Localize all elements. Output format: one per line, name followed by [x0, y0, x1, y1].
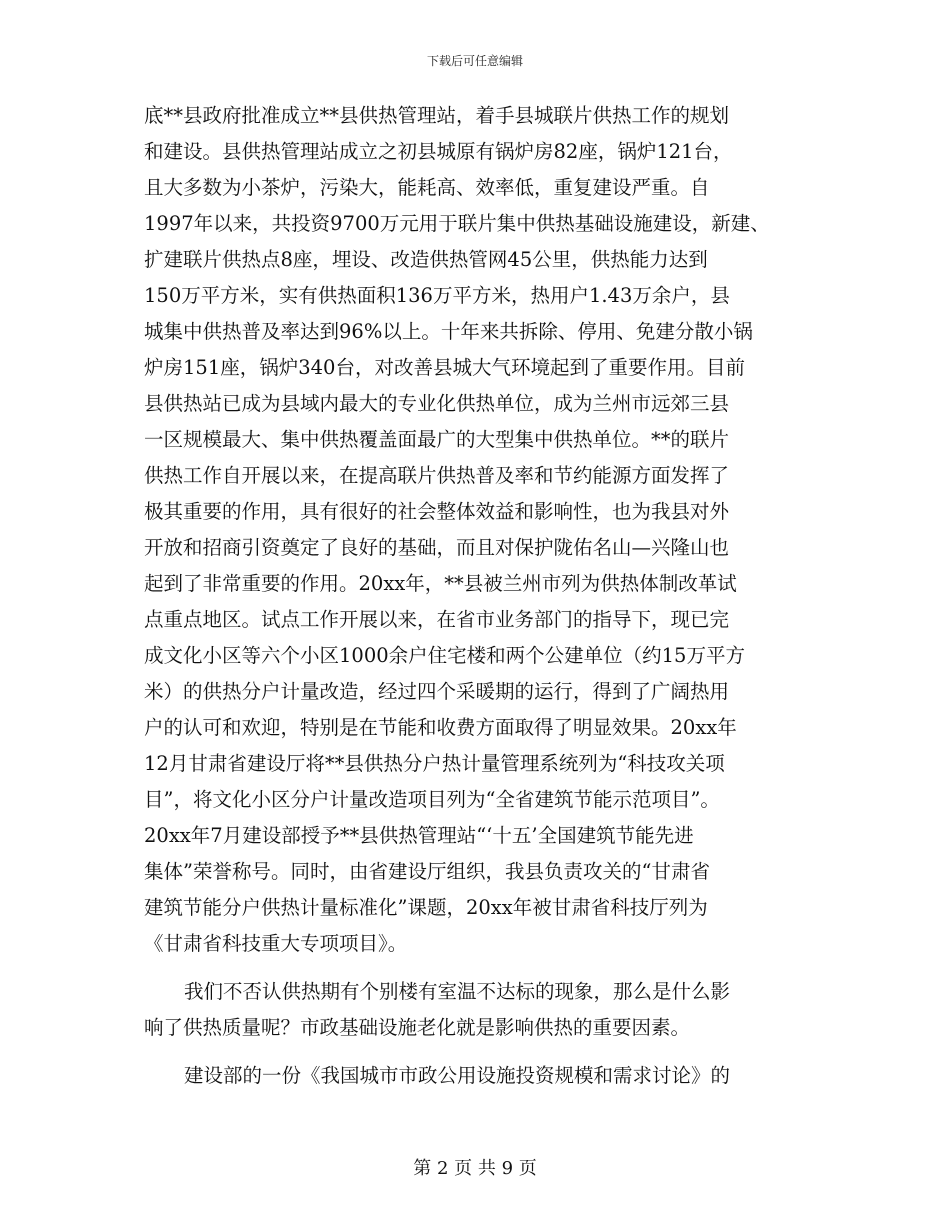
text-line: 响了供热质量呢？市政基础设施老化就是影响供热的重要因素。: [144, 1016, 691, 1039]
page-footer: 第 2 页 共 9 页: [413, 1158, 537, 1179]
text-line: 点重点地区。试点工作开展以来，在省市业务部门的指导下，现已完: [144, 608, 730, 631]
text-line: 《甘肃省科技重大专项项目》。: [144, 932, 408, 955]
text-line: 开放和招商引资奠定了良好的基础，而且对保护陇佑名山—兴隆山也: [144, 536, 730, 559]
text-line: 极其重要的作用，具有很好的社会整体效益和影响性，也为我县对外: [144, 500, 730, 523]
text-line: 成文化小区等六个小区1000余户住宅楼和两个公建单位（约15万平方: [144, 644, 745, 667]
text-line: 1997年以来，共投资9700万元用于联片集中供热基础设施建设，新建、: [144, 212, 770, 235]
text-line: 一区规模最大、集中供热覆盖面最广的大型集中供热单位。**的联片: [144, 428, 730, 451]
text-line: 建筑节能分户供热计量标准化”课题，20xx年被甘肃省科技厅列为: [144, 896, 708, 919]
text-line: 起到了非常重要的作用。20xx年，**县被兰州市列为供热体制改革试: [144, 572, 737, 595]
paragraph-first-line: 我们不否认供热期有个别楼有室温不达标的现象，那么是什么影: [184, 980, 731, 1003]
paragraph-first-line: 建设部的一份《我国城市市政公用设施投资规模和需求讨论》的: [184, 1064, 731, 1087]
text-line: 城集中供热普及率达到96%以上。十年来共拆除、停用、免建分散小锅: [144, 320, 753, 343]
text-line: 炉房151座，锅炉340台，对改善县城大气环境起到了重要作用。目前: [144, 356, 745, 379]
text-line: 县供热站已成为县域内最大的专业化供热单位，成为兰州市远郊三县: [144, 392, 730, 415]
text-line: 供热工作自开展以来，在提高联片供热普及率和节约能源方面发挥了: [144, 464, 730, 487]
text-line: 底**县政府批准成立**县供热管理站，着手县城联片供热工作的规划: [144, 104, 730, 127]
text-line: 20xx年7月建设部授予**县供热管理站“‘十五’全国建筑节能先进: [144, 824, 694, 847]
text-line: 扩建联片供热点8座，埋设、改造供热管网45公里，供热能力达到: [144, 248, 708, 271]
text-line: 且大多数为小茶炉，污染大，能耗高、效率低，重复建设严重。自: [144, 176, 710, 199]
text-line: 12月甘肃省建设厅将**县供热分户热计量管理系统列为“科技攻关项: [144, 752, 725, 775]
text-line: 和建设。县供热管理站成立之初县城原有锅炉房82座，锅炉121台，: [144, 140, 733, 163]
text-line: 目”，将文化小区分户计量改造项目列为“全省建筑节能示范项目”。: [144, 788, 720, 811]
text-line: 集体”荣誉称号。同时，由省建设厅组织，我县负责攻关的“甘肃省: [144, 860, 710, 883]
text-line: 150万平方米，实有供热面积136万平方米，热用户1.43万余户，县: [144, 284, 730, 307]
page-header: 下载后可任意编辑: [426, 54, 523, 68]
text-line: 米）的供热分户计量改造，经过四个采暖期的运行，得到了广阔热用: [144, 680, 730, 703]
text-line: 户的认可和欢迎，特别是在节能和收费方面取得了明显效果。20xx年: [144, 716, 737, 739]
